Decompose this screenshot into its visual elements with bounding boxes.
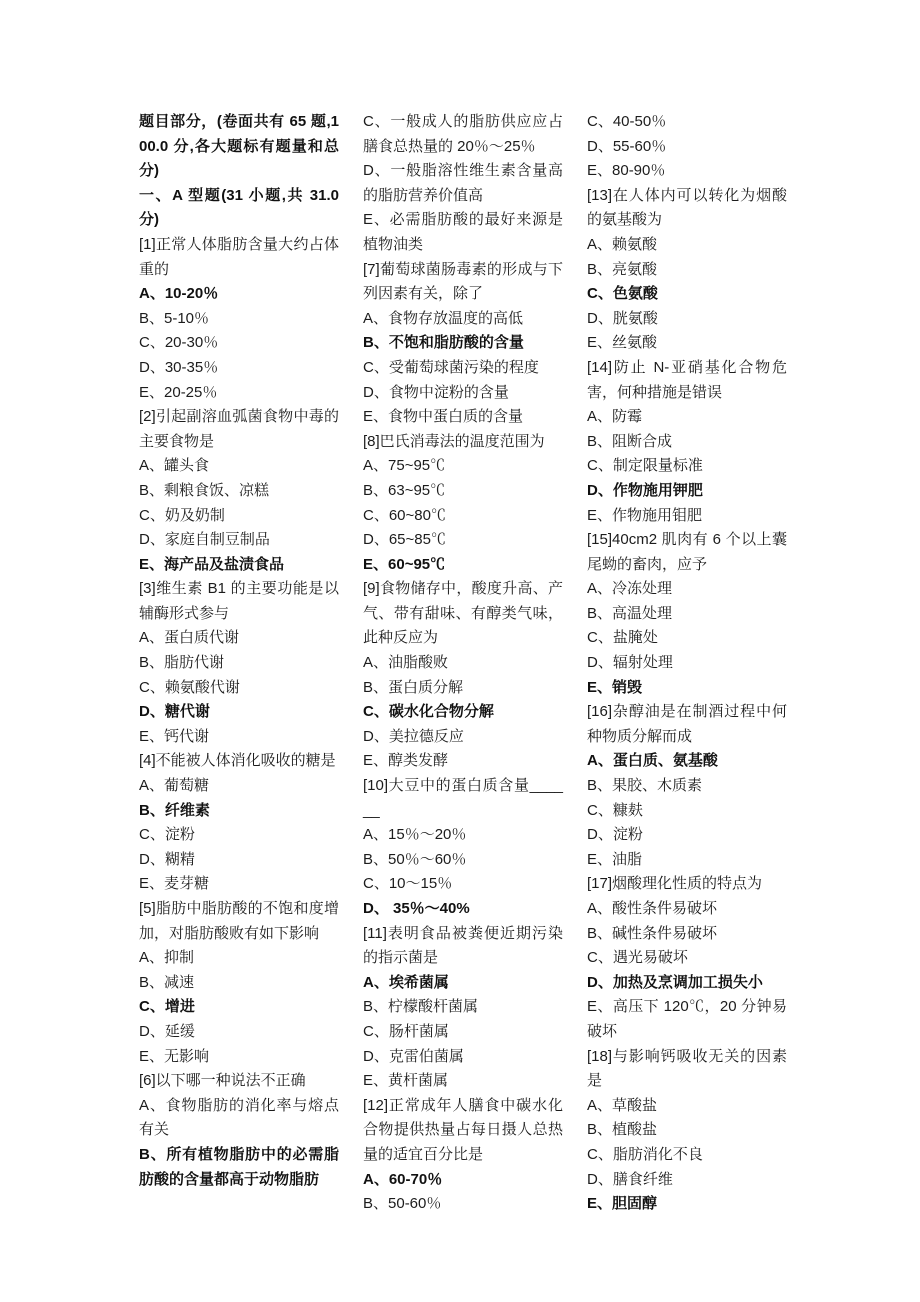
question-1-option-E: E、20-25％ [139,383,218,401]
question-18-option-B: B、植酸盐 [587,1121,658,1139]
question-10-option-C: C、10～15％ [363,875,453,893]
question-11-option-E: E、黄杆菌属 [363,1072,449,1090]
question-14-option-A: A、防霉 [587,408,643,426]
question-9-option-B: B、蛋白质分解 [363,678,464,696]
question-9-option-D: D、美拉德反应 [363,727,464,745]
question-12-option-A: A、60-70％ [363,1170,443,1188]
question-14-stem: [14]防止 N-亚硝基化合物危害，何种措施是错误 [587,358,787,401]
question-7-option-E: E、食物中蛋白质的含量 [363,408,524,426]
question-15-option-B: B、高温处理 [587,604,673,622]
question-15-option-C: C、盐腌处 [587,629,658,647]
question-4-option-C: C、淀粉 [139,826,195,844]
question-13-stem: [13]在人体内可以转化为烟酸的氨基酸为 [587,186,787,229]
question-8-stem: [8]巴氏消毒法的温度范围为 [363,432,545,450]
question-3-stem: [3]维生素 B1 的主要功能是以辅酶形式参与 [139,580,339,622]
text-column-2 [363,110,563,1217]
question-10-stem: [10]大豆中的蛋白质含量______ [363,777,563,819]
question-2-option-B: B、剩粮食饭、凉糕 [139,481,270,499]
question-11-option-C: C、肠杆菌属 [363,1022,449,1040]
question-17-option-D: D、加热及烹调加工损失小 [587,973,763,991]
question-16-option-E: E、油脂 [587,850,643,868]
question-10-option-D: D、 35％～40% [363,900,470,917]
question-18-option-E: E、胆固醇 [587,1195,658,1213]
question-10-option-B: B、50％～60％ [363,850,467,868]
question-1-option-C: C、20-30％ [139,334,219,352]
question-13-option-E: E、丝氨酸 [587,334,658,352]
question-18-stem: [18]与影响钙吸收无关的因素是 [587,1047,787,1090]
question-15-option-D: D、辐射处理 [587,654,673,672]
question-11-option-D: D、克雷伯菌属 [363,1047,464,1065]
three-column-text-area [139,110,787,1217]
question-13-option-B: B、亮氨酸 [587,260,658,278]
question-4-option-E: E、麦芽糖 [139,875,210,893]
question-8-option-D: D、65~85℃ [363,531,446,549]
question-3-option-E: E、钙代谢 [139,727,210,745]
question-17-option-A: A、酸性条件易破坏 [587,900,718,917]
question-6-option-C: C、一般成人的脂肪供应应占膳食总热量的 20％～25％ [363,113,563,155]
question-4-option-D: D、糊精 [139,850,195,868]
question-16-option-C: C、糠麸 [587,801,643,819]
question-14-option-C: C、制定限量标准 [587,457,703,475]
question-14-option-B: B、阻断合成 [587,432,673,450]
question-8-option-E: E、60~95℃ [363,555,446,573]
exam-header: 题目部分，(卷面共有 65 题,100.0 分,各大题标有题量和总分) [139,113,339,180]
question-6-option-D: D、一般脂溶性维生素含量高的脂肪营养价值高 [363,162,563,204]
question-7-option-D: D、食物中淀粉的含量 [363,383,509,401]
question-15-option-A: A、冷冻处理 [587,580,673,598]
question-7-option-A: A、食物存放温度的高低 [363,309,524,327]
question-3-option-A: A、蛋白质代谢 [139,629,240,647]
question-11-option-B: B、柠檬酸杆菌属 [363,998,479,1016]
question-16-option-B: B、果胶、木质素 [587,777,703,795]
question-18-option-A: A、草酸盐 [587,1096,658,1114]
question-15-stem: [15]40cm2 肌肉有 6 个以上囊尾蚴的畜肉，应予 [587,531,787,573]
question-1-option-D: D、30-35％ [139,358,219,376]
question-9-option-A: A、油脂酸败 [363,654,449,672]
question-16-option-D: D、淀粉 [587,826,643,844]
question-17-stem: [17]烟酸理化性质的特点为 [587,875,763,893]
question-13-option-A: A、赖氨酸 [587,235,658,253]
question-10-option-A: A、15％～20％ [363,826,467,844]
question-5-option-E: E、无影响 [139,1047,210,1065]
question-18-option-C: C、脂肪消化不良 [587,1145,703,1163]
question-2-option-D: D、家庭自制豆制品 [139,531,270,549]
text-column-3 [587,110,787,1217]
question-1-stem: [1]正常人体脂肪含量大约占体重的 [139,235,339,278]
question-5-option-B: B、减速 [139,973,195,991]
question-12-stem: [12]正常成年人膳食中碳水化合物提供热量占每日摄人总热量的适宜百分比是 [363,1096,563,1163]
question-16-stem: [16]杂醇油是在制酒过程中何种物质分解而成 [587,703,787,745]
question-7-option-B: B、不饱和脂肪酸的含量 [363,334,524,352]
question-8-option-B: B、63~95℃ [363,481,446,499]
question-1-option-A: A、10-20％ [139,285,219,303]
question-12-option-E: E、80-90％ [587,162,666,180]
question-5-option-C: C、增进 [139,998,195,1016]
question-11-option-A: A、埃希菌属 [363,973,449,991]
question-12-option-B: B、50-60％ [363,1195,442,1213]
question-18-option-D: D、膳食纤维 [587,1170,673,1188]
question-2-option-C: C、奶及奶制 [139,506,225,524]
question-13-option-D: D、胱氨酸 [587,309,658,327]
question-3-option-D: D、糖代谢 [139,703,210,721]
question-14-option-D: D、作物施用钾肥 [587,481,703,499]
question-13-option-C: C、色氨酸 [587,285,658,303]
question-4-stem: [4]不能被人体消化吸收的糖是 [139,752,336,770]
question-5-option-D: D、延缓 [139,1022,195,1040]
question-15-option-E: E、销毁 [587,678,643,696]
question-17-option-B: B、碱性条件易破坏 [587,924,718,942]
question-3-option-B: B、脂肪代谢 [139,654,225,672]
question-17-option-C: C、遇光易破坏 [587,949,688,967]
question-1-option-B: B、5-10％ [139,309,210,327]
question-2-option-E: E、海产品及盐渍食品 [139,555,285,573]
question-7-stem: [7]葡萄球菌肠毒素的形成与下列因素有关，除了 [363,260,563,303]
question-4-option-A: A、葡萄糖 [139,777,210,795]
question-7-option-C: C、受葡萄球菌污染的程度 [363,358,539,376]
question-8-option-A: A、75~95℃ [363,457,446,475]
question-9-stem: [9]食物储存中，酸度升高、产气、带有甜味、有醇类气味，此种反应为 [363,580,563,647]
question-11-stem: [11]表明食品被粪便近期污染的指示菌是 [363,924,563,967]
question-5-option-A: A、抑制 [139,949,195,967]
question-6-option-A: A、食物脂肪的消化率与熔点有关 [139,1096,339,1139]
question-4-option-B: B、纤维素 [139,801,210,819]
question-2-stem: [2]引起副溶血弧菌食物中毒的主要食物是 [139,408,339,450]
question-5-stem: [5]脂肪中脂肪酸的不饱和度增加，对脂肪酸败有如下影响 [139,900,339,942]
question-8-option-C: C、60~80℃ [363,506,446,524]
question-6-option-E: E、必需脂肪酸的最好来源是植物油类 [363,211,563,253]
question-16-option-A: A、蛋白质、氨基酸 [587,752,718,770]
question-14-option-E: E、作物施用钼肥 [587,506,703,524]
question-3-option-C: C、赖氨酸代谢 [139,678,240,696]
question-9-option-E: E、醇类发酵 [363,752,449,770]
section-title: 一、A 型题(31 小题,共 31.0 分) [139,186,339,229]
question-17-option-E: E、高压下 120℃，20 分钟易破坏 [587,998,787,1040]
question-2-option-A: A、罐头食 [139,457,210,475]
question-12-option-C: C、40-50％ [587,113,667,130]
question-6-option-B: B、所有植物脂肪中的必需脂肪酸的含量都高于动物脂肪 [139,1145,339,1188]
question-6-stem: [6]以下哪一种说法不正确 [139,1072,306,1090]
question-12-option-D: D、55-60％ [587,137,667,155]
question-9-option-C: C、碳水化合物分解 [363,703,494,721]
text-column-1 [139,110,339,1217]
